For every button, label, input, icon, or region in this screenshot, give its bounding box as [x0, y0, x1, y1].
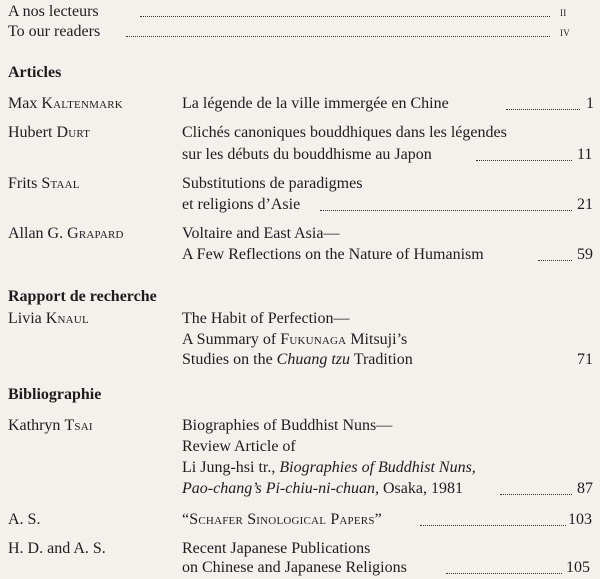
- author-durt: Hubert Durt: [8, 124, 91, 141]
- toc-title: A Summary of Fukunaga Mitsuji’s: [182, 331, 408, 348]
- page-number: iv: [560, 24, 570, 39]
- toc-title: Pao-chang’s Pi-chiu-ni-chuan, Osaka, 1981: [182, 480, 463, 497]
- toc-title: Li Jung-hsi tr., Biographies of Buddhist Nuns,: [182, 459, 476, 476]
- page-number: ii: [560, 4, 567, 19]
- page-number: 1: [586, 95, 594, 112]
- author-as: A. S.: [8, 511, 41, 528]
- toc-title: “Schafer Sinological Papers”: [182, 511, 382, 528]
- author-grapard: Allan G. Grapard: [8, 225, 124, 242]
- leader-dots: [140, 16, 550, 17]
- toc-title: Clichés canoniques bouddhiques dans les légendes: [182, 124, 507, 141]
- author-kaltenmark: Max Kaltenmark: [8, 95, 123, 112]
- author-tsai: Kathryn Tsai: [8, 417, 93, 434]
- toc-title: The Habit of Perfection—: [182, 310, 350, 327]
- toc-title-a-nos-lecteurs: A nos lecteurs: [8, 3, 99, 20]
- toc-title: Biographies of Buddhist Nuns—: [182, 417, 393, 434]
- page-number: 103: [568, 511, 592, 528]
- page-number: 11: [577, 146, 593, 163]
- leader-dots: [126, 36, 550, 37]
- leader-dots: [538, 260, 572, 261]
- toc-title: A Few Reflections on the Nature of Humanism: [182, 246, 484, 263]
- author-knaul: Livia Knaul: [8, 310, 89, 327]
- leader-dots: [446, 573, 562, 574]
- section-heading-bibliographie: Bibliographie: [8, 386, 102, 403]
- leader-dots: [320, 210, 572, 211]
- author-staal: Frits Staal: [8, 175, 80, 192]
- section-heading-articles: Articles: [8, 64, 62, 81]
- page-number: 105: [566, 559, 590, 576]
- leader-dots: [476, 160, 572, 161]
- leader-dots: [420, 525, 566, 526]
- toc-title: on Chinese and Japanese Religions: [182, 559, 407, 576]
- toc-title: Recent Japanese Publications: [182, 540, 371, 557]
- toc-title: Voltaire and East Asia—: [182, 225, 340, 242]
- toc-title: et religions d’Asie: [182, 196, 301, 213]
- toc-title: Substitutions de paradigmes: [182, 175, 363, 192]
- page-number: 87: [577, 480, 593, 497]
- toc-title: Review Article of: [182, 438, 296, 455]
- page-number: 21: [577, 196, 593, 213]
- leader-dots: [506, 109, 580, 110]
- section-heading-rapport: Rapport de recherche: [8, 288, 157, 305]
- page-number: 71: [577, 351, 593, 368]
- author-hdas: H. D. and A. S.: [8, 540, 106, 557]
- toc-title: sur les débuts du bouddhisme au Japon: [182, 146, 432, 163]
- toc-title-to-our-readers: To our readers: [8, 23, 101, 40]
- toc-title: Studies on the Chuang tzu Tradition: [182, 351, 413, 368]
- toc-title: La légende de la ville immergée en Chine: [182, 95, 449, 112]
- page-number: 59: [577, 246, 593, 263]
- leader-dots: [500, 494, 572, 495]
